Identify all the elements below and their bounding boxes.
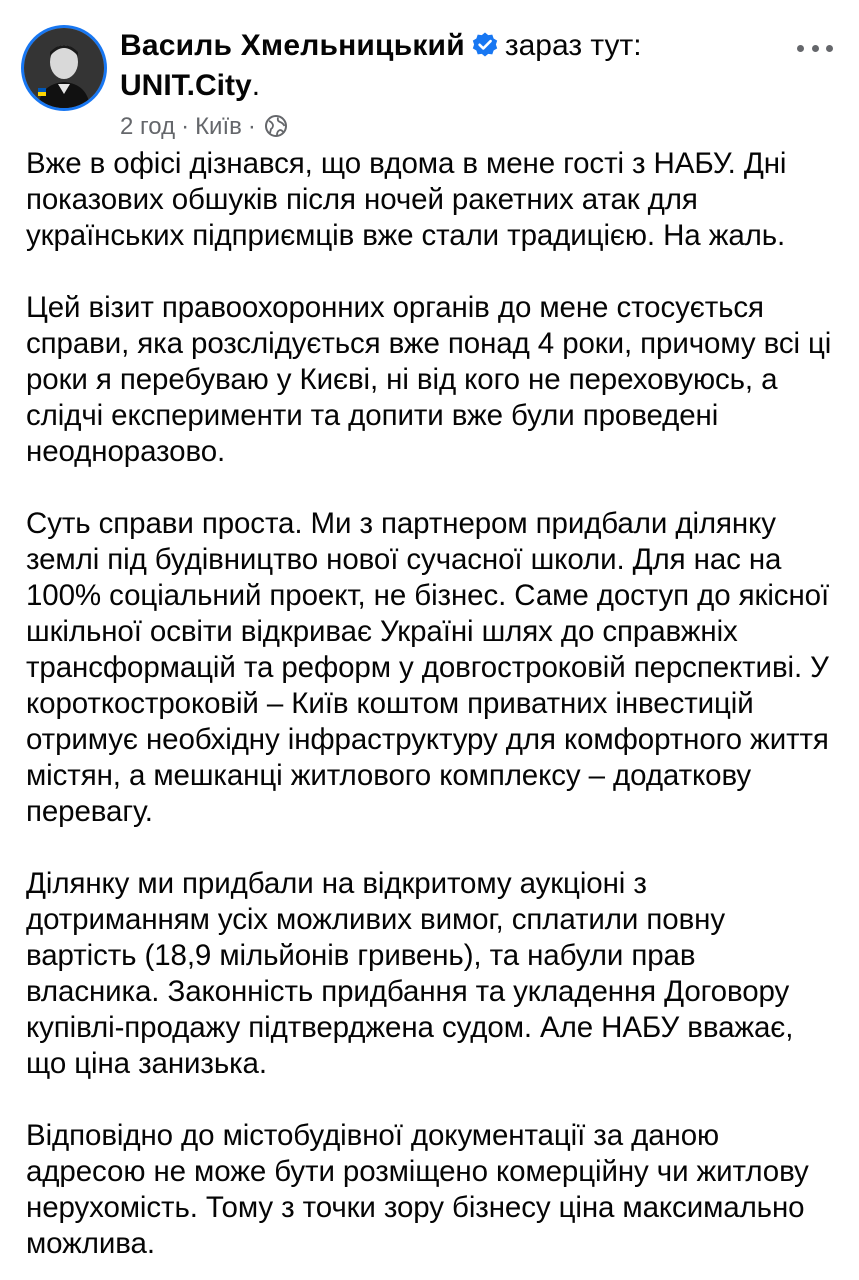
place-line <box>120 66 780 106</box>
post-paragraph: Ділянку ми придбали на відкритому аукціоні з дотриманням усіх можливих вимог, сплатили повну вартість (18,9 мільйонів гривень), та набули прав власника. Законність придбання та укладення Договору купівлі-продажу підтверджена судом. Але НАБУ вважає, що ціна занизька. <box>26 867 794 1080</box>
author-name[interactable]: Василь Хмельницький <box>120 29 465 62</box>
post-header-text <box>120 26 780 106</box>
more-options-icon[interactable] <box>797 36 833 60</box>
meta-separator: · <box>247 113 256 140</box>
verified-badge-icon <box>471 30 499 58</box>
place-suffix: . <box>251 69 261 102</box>
meta-separator: · <box>181 113 190 140</box>
post-paragraph: Відповідно до містобудівної документації за даною адресою не може бути розміщено комерційну чи житлову нерухомість. Тому з точки зору бізнесу ціна максимально можлива. <box>26 1119 809 1260</box>
post-paragraph: Цей візит правоохоронних органів до мене стосується справи, яка розслідується вже понад 4 роки, причому всі ці роки я перебуваю у Києві, ні від кого не переховуюсь, а слідчі експерименти та допити вже були проведені неодноразово. <box>26 291 832 468</box>
post-time[interactable]: 2 год <box>120 113 176 140</box>
post-location[interactable]: Київ <box>195 113 242 140</box>
avatar[interactable] <box>24 28 104 108</box>
more-dot <box>797 45 804 52</box>
author-line <box>120 26 780 66</box>
post-paragraph: Вже в офісі дізнався, що вдома в мене гості з НАБУ. Дні показових обшуків після ночей ракетних атак для українських підприємців вже стали традицією. На жаль. <box>26 147 787 252</box>
globe-icon[interactable] <box>264 114 288 138</box>
more-dot <box>812 45 819 52</box>
checkin-text: зараз тут: <box>504 29 642 62</box>
avatar-photo-icon <box>24 28 104 108</box>
more-dot <box>826 45 833 52</box>
post-paragraph: Суть справи проста. Ми з партнером придбали ділянку землі під будівництво нової сучасної школи. Для нас на 100% соціальний проект, не бізнес. Саме доступ до якісної шкільної освіти відкриває Україні шлях до справжніх трансформацій та реформ у довгостроковій перспективі. У короткостроковій – Київ коштом приватних інвестицій отримує необхідну інфраструктуру для комфортного життя містян, а мешканці житлового комплексу – додаткову перевагу. <box>26 507 830 828</box>
place-link[interactable]: UNIT.City <box>120 69 252 102</box>
post-body <box>26 146 836 1262</box>
post-meta <box>120 110 288 144</box>
post-header <box>0 0 859 150</box>
